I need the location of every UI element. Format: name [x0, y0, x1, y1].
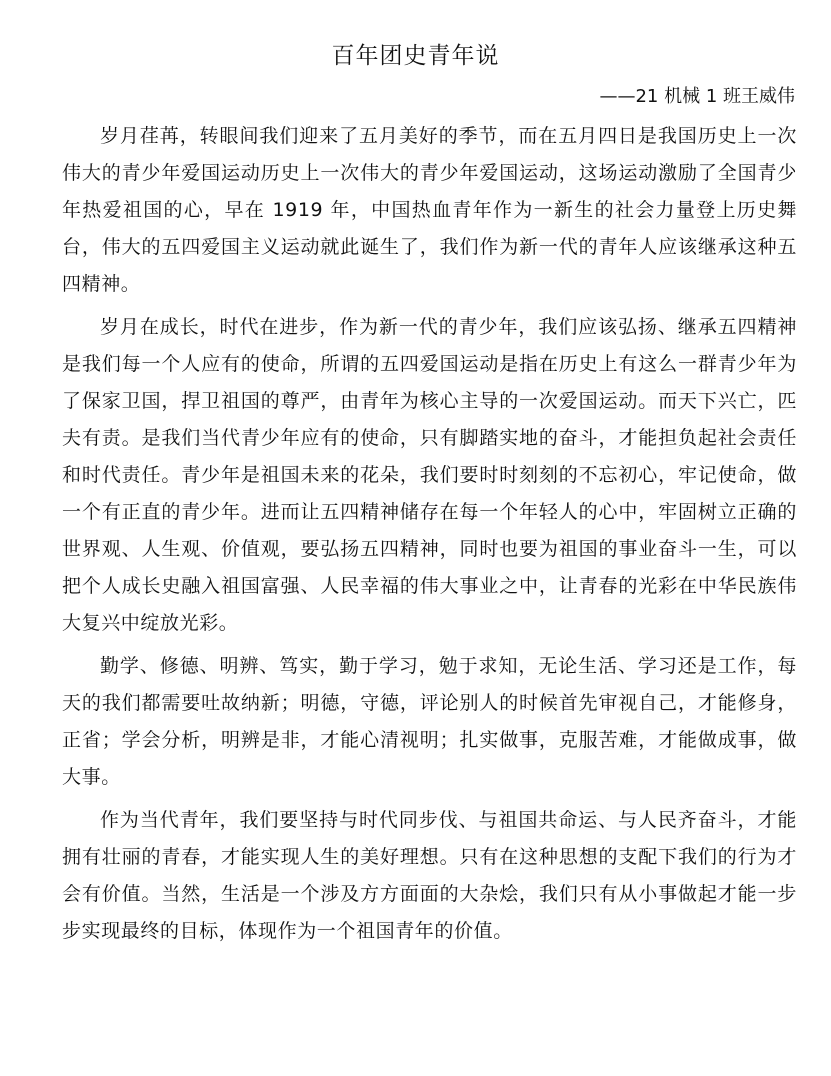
page-title: 百年团史青年说 — [331, 43, 500, 69]
essay-body — [62, 118, 797, 956]
paragraph-1: 岁月荏苒，转眼间我们迎来了五月美好的季节，而在五月四日是我国历史上一次伟大的青少年爱国运动历史上一次伟大的青少年爱国运动，这场运动激励了全国青少年热爱祖国的心，早在 1919 年，中国热血青年作为一新生的社会力量登上历史舞台，伟大的五四爱国主义运动就此诞生了，我们作为新一代的青年人应该继承这种五四精神。 — [62, 125, 797, 295]
paragraph-4: 作为当代青年，我们要坚持与时代同步伐、与祖国共命运、与人民齐奋斗，才能拥有壮丽的青春，才能实现人生的美好理想。只有在这种思想的支配下我们的行为才会有价值。当然，生活是一个涉及方方面面的大杂烩，我们只有从小事做起才能一步步实现最终的目标，体现作为一个祖国青年的价值。 — [62, 809, 797, 942]
author-byline: ——21 机械 1 班王威伟 — [599, 86, 795, 107]
paragraph-3: 勤学、修德、明辨、笃实，勤于学习，勉于求知，无论生活、学习还是工作，每天的我们都需要吐故纳新；明德，守德，评论别人的时候首先审视自己，才能修身，正省；学会分析，明辨是非，才能心清视明；扎实做事，克服苦难，才能做成事，做大事。 — [62, 655, 797, 788]
paragraph-2: 岁月在成长，时代在进步，作为新一代的青少年，我们应该弘扬、继承五四精神是我们每一个人应有的使命，所谓的五四爱国运动是指在历史上有这么一群青少年为了保家卫国，捍卫祖国的尊严，由青年为核心主导的一次爱国运动。而天下兴亡，匹夫有责。是我们当代青少年应有的使命，只有脚踏实地的奋斗，才能担负起社会责任和时代责任。青少年是祖国未来的花朵，我们要时时刻刻的不忘初心，牢记使命，做一个有正直的青少年。进而让五四精神储存在每一个年轻人的心中，牢固树立正确的世界观、人生观、价值观，要弘扬五四精神，同时也要为祖国的事业奋斗一生，可以把个人成长史融入祖国富强、人民幸福的伟大事业之中，让青春的光彩在中华民族伟大复兴中绽放光彩。 — [62, 316, 797, 634]
